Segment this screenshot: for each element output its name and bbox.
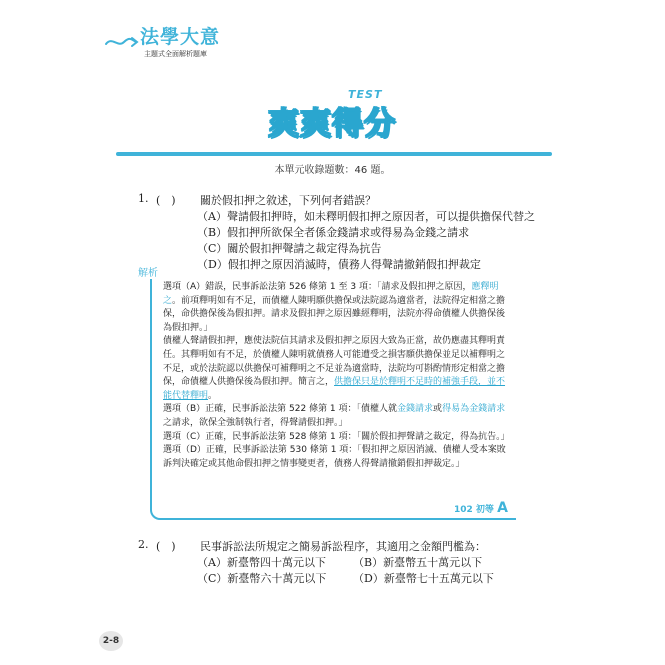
q2-number: 2.: [138, 538, 149, 551]
q1-stem: 關於假扣押之敘述，下列何者錯誤？: [200, 194, 376, 207]
explanation-option-b: 選項（B）正確，民事訴訟法第 522 條第 1 項：「債權人就金錢請求或得易為金錢請求之請求，欲保全強制執行者，得聲請假扣押。」: [163, 404, 506, 428]
arrow-swirl-icon: [104, 34, 140, 50]
section-title-tag: TEST: [348, 88, 383, 101]
answer-key: [454, 500, 508, 516]
q1-option-a: （A）聲請假扣押時，如未釋明假扣押之原因者，可以提供擔保代替之: [197, 210, 535, 223]
logo-subtitle: 主題式全面解析題庫: [144, 50, 207, 58]
q2-stem: 民事訴訟法所規定之簡易訴訟程序，其適用之金額門檻為：: [200, 540, 486, 553]
explanation-label: 解析: [136, 264, 160, 279]
explanation-text: [163, 281, 511, 471]
page-number: 2-8: [99, 631, 123, 651]
q1-number: 1.: [138, 192, 149, 205]
q1-option-c: （C）關於假扣押聲請之裁定得為抗告: [197, 242, 382, 255]
q2-option-b: （B）新臺幣五十萬元以下: [353, 556, 483, 569]
section-title: 爽爽得分: [268, 106, 396, 142]
highlight-text: 金錢請求: [397, 404, 434, 415]
brand-logo: [104, 20, 254, 70]
highlight-text: 得易為金錢請求: [442, 404, 506, 415]
logo-title: 法學大意: [140, 26, 221, 48]
q2-option-c: （C）新臺幣六十萬元以下: [197, 572, 327, 585]
q2-option-d: （D）新臺幣七十五萬元以下: [353, 572, 494, 585]
explanation-option-a-note: 債權人聲請假扣押，應使法院信其請求及假扣押之原因大致為正當，故仍應盡其釋明責任。其釋明如有不足，於債權人陳明就債務人可能遭受之損害願供擔保並足以補釋明之不足，或於法院認以供擔保可補釋明之不足並為適當時，法院均可斟酌情形定相當之擔保，命債權人供擔保後為假扣押。簡言之，供擔保只是於釋明不足時的補強手段，並不能代替釋明。: [163, 336, 506, 401]
question-count: 本單元收錄題數：46 題。: [274, 165, 391, 176]
answer-source: 102 初等: [454, 505, 494, 515]
explanation-option-a: 選項（A）錯誤，民事訴訟法第 526 條第 1 至 3 項：「請求及假扣押之原因，應釋明之。前項釋明如有不足，而債權人陳明願供擔保或法院認為適當者，法院得定相當之擔保，命供擔保後為假扣押。請求及假扣押之原因雖經釋明，法院亦得命債權人供擔保後為假扣押。」: [163, 282, 506, 333]
q2-answer-paren: ( ): [156, 540, 176, 553]
q1-option-b: （B）假扣押所欲保全者係金錢請求或得易為金錢之請求: [197, 226, 470, 239]
section-title-badge: [268, 88, 398, 148]
highlight-text: 供擔保只是於釋明不足時的補強手段，並不能代替釋明: [163, 377, 506, 401]
explanation-option-d: 選項（D）正確，民事訴訟法第 530 條第 1 項：「假扣押之原因消滅、債權人受本案敗訴判決確定或其他命假扣押之情事變更者，債務人得聲請撤銷假扣押裁定。」: [163, 445, 506, 469]
explanation-option-c: 選項（C）正確，民事訴訟法第 528 條第 1 項：「關於假扣押聲請之裁定，得為抗告。」: [163, 431, 510, 442]
q1-answer-paren: ( ): [156, 194, 176, 207]
section-divider: [116, 152, 552, 156]
answer-letter: A: [497, 500, 508, 516]
highlight-text: 應釋明之: [163, 282, 499, 306]
q2-option-a: （A）新臺幣四十萬元以下: [197, 556, 326, 569]
q1-option-d: （D）假扣押之原因消滅時，債務人得聲請撤銷假扣押裁定: [197, 258, 481, 271]
